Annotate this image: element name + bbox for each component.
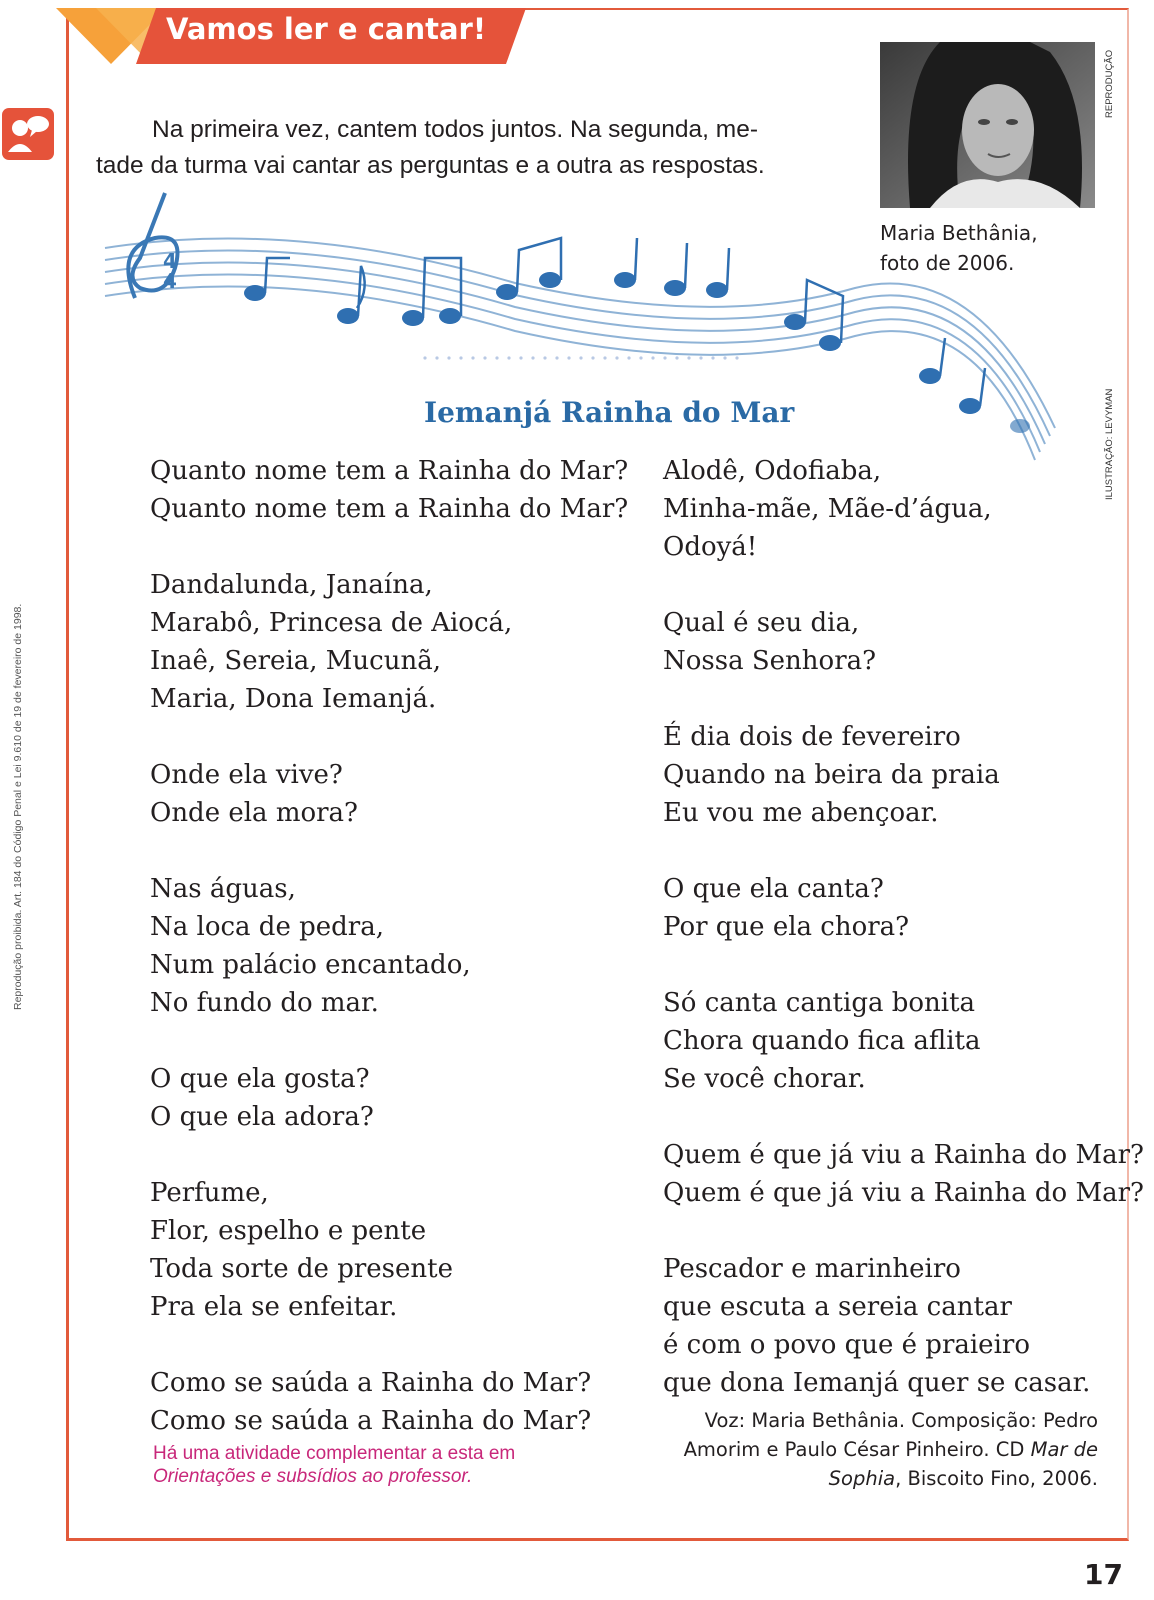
lyrics-line: Nossa Senhora? — [663, 646, 877, 676]
lyrics-stanza — [663, 1250, 1144, 1402]
lyrics-stanza — [150, 1174, 628, 1326]
lyrics-line: Marabô, Princesa de Aiocá, — [150, 608, 513, 638]
lyrics-line: Minha-mãe, Mãe-d’água, — [663, 494, 992, 524]
lyrics-line: Maria, Dona Iemanjá. — [150, 684, 437, 714]
lyrics-line: Flor, espelho e pente — [150, 1216, 427, 1246]
lyrics-line: Pra ela se enfeitar. — [150, 1292, 398, 1322]
lyrics-line: No fundo do mar. — [150, 988, 379, 1018]
lyrics-stanza — [663, 604, 1144, 680]
lyrics-line: que escuta a sereia cantar — [663, 1292, 1012, 1322]
lyrics-line: é com o povo que é praieiro — [663, 1330, 1030, 1360]
lyrics-line: Perfume, — [150, 1178, 269, 1208]
source-album-part-2: Sophia — [828, 1467, 896, 1490]
lyrics-line: É dia dois de fevereiro — [663, 722, 961, 752]
source-line-3-text: , Biscoito Fino, 2006. — [895, 1467, 1098, 1490]
photo-credit: REPRODUÇÃO — [1104, 49, 1115, 118]
lyrics-line: Quem é que já viu a Rainha do Mar? — [663, 1178, 1144, 1208]
lyrics-left-column — [150, 452, 628, 1478]
lyrics-line: Quem é que já viu a Rainha do Mar? — [663, 1140, 1144, 1170]
lyrics-stanza — [663, 452, 1144, 566]
lyrics-line: Quanto nome tem a Rainha do Mar? — [150, 456, 629, 486]
group-activity-icon — [2, 108, 54, 160]
svg-text:4: 4 — [163, 269, 177, 293]
svg-text:4: 4 — [163, 249, 177, 273]
illustration-credit: ILUSTRAÇÃO: LEVYMAN — [1104, 388, 1115, 500]
lyrics-line: Pescador e marinheiro — [663, 1254, 961, 1284]
lyrics-line: Num palácio encantado, — [150, 950, 471, 980]
photo-caption-line-1: Maria Bethânia, — [880, 221, 1038, 245]
section-title: Vamos ler e cantar! — [166, 12, 487, 46]
lyrics-stanza — [150, 452, 628, 528]
lyrics-line: Dandalunda, Janaína, — [150, 570, 433, 600]
lyrics-line: Se você chorar. — [663, 1064, 866, 1094]
lyrics-line: Na loca de pedra, — [150, 912, 384, 942]
lyrics-line: Odoyá! — [663, 532, 758, 562]
page-number: 17 — [1084, 1558, 1123, 1591]
teacher-note — [153, 1442, 515, 1488]
lyrics-line: Só canta cantiga bonita — [663, 988, 976, 1018]
lyrics-line: Onde ela mora? — [150, 798, 358, 828]
source-album-part-1: Mar de — [1030, 1438, 1098, 1461]
lyrics-line: O que ela gosta? — [150, 1064, 370, 1094]
lyrics-line: Onde ela vive? — [150, 760, 343, 790]
lyrics-stanza — [663, 984, 1144, 1098]
song-title: Iemanjá Rainha do Mar — [424, 396, 795, 429]
teacher-note-line-2: Orientações e subsídios ao professor. — [153, 1466, 473, 1487]
lyrics-stanza — [150, 870, 628, 1022]
source-line-1: Voz: Maria Bethânia. Composição: Pedro — [704, 1409, 1098, 1432]
lyrics-line: Eu vou me abençoar. — [663, 798, 939, 828]
lyrics-stanza — [663, 718, 1144, 832]
lyrics-line: Inaê, Sereia, Mucunã, — [150, 646, 441, 676]
lyrics-right-column — [663, 452, 1144, 1440]
intro-line-1: Na primeira vez, cantem todos juntos. Na segunda, me- — [152, 116, 758, 143]
lyrics-line: Quando na beira da praia — [663, 760, 1000, 790]
teacher-note-line-1: Há uma atividade complementar a esta em — [153, 1443, 516, 1464]
lyrics-line: Como se saúda a Rainha do Mar? — [150, 1368, 592, 1398]
lyrics-line: que dona Iemanjá quer se casar. — [663, 1368, 1091, 1398]
lyrics-line: Quanto nome tem a Rainha do Mar? — [150, 494, 629, 524]
lyrics-stanza — [150, 1060, 628, 1136]
legal-notice: Reprodução proibida. Art. 184 do Código Penal e Lei 9.610 de 19 de fevereiro de 1998. — [12, 603, 24, 1010]
lyrics-stanza — [150, 566, 628, 718]
intro-line-2: tade da turma vai cantar as perguntas e a outra as respostas. — [96, 152, 765, 179]
source-line-3 — [638, 1464, 1098, 1493]
lyrics-stanza — [663, 870, 1144, 946]
lyrics-line: Chora quando fica aflita — [663, 1026, 981, 1056]
photo-caption-line-2: foto de 2006. — [880, 251, 1015, 275]
lyrics-stanza — [663, 1136, 1144, 1212]
lyrics-stanza — [150, 1364, 628, 1440]
lyrics-line: Toda sorte de presente — [150, 1254, 453, 1284]
lyrics-line: Alodê, Odofiaba, — [663, 456, 882, 486]
lyrics-line: O que ela adora? — [150, 1102, 374, 1132]
lyrics-line: Nas águas, — [150, 874, 296, 904]
source-line-2 — [638, 1435, 1098, 1464]
lyrics-line: Qual é seu dia, — [663, 608, 860, 638]
intro-instructions — [96, 112, 846, 184]
singer-photo — [880, 42, 1095, 208]
lyrics-stanza — [150, 756, 628, 832]
source-line-2-text: Amorim e Paulo César Pinheiro. CD — [683, 1438, 1031, 1461]
lyrics-line: Por que ela chora? — [663, 912, 910, 942]
lyrics-line: O que ela canta? — [663, 874, 884, 904]
lyrics-line: Como se saúda a Rainha do Mar? — [150, 1406, 592, 1436]
song-source — [638, 1406, 1098, 1493]
